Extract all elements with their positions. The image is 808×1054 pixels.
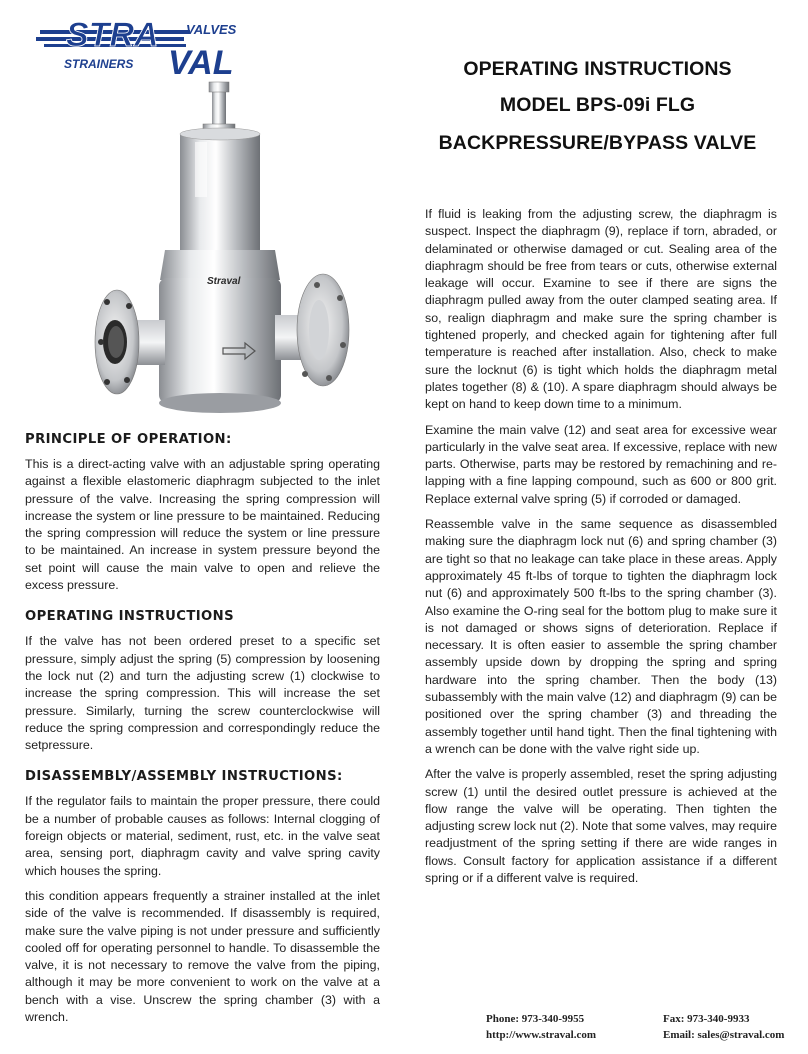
logo-brand-bottom: VAL [168, 44, 234, 80]
logo-valves-text: VALVES [186, 22, 237, 37]
logo-strainers-text: STRAINERS [64, 57, 134, 71]
outlet-flange [275, 274, 349, 386]
paragraph-principle: This is a direct-acting valve with an adjustable spring operating against a flexible elastomeric diaphragm subjected to the inlet pressure of the valve. Increasing the spring compression will increase the system or line pressure to be maintained. Reducing the spring compression will reduce the system or line pressure to be maintained. An increase in system pressure beyond the set point will cause the main valve to open and relieve the excess pressure. [25, 457, 380, 593]
paragraph-main-valve: Examine the main valve (12) and seat area for excessive wear particularly in the valve seat area. If excessive, replace with new parts. Otherwise, parts may be restored by remachining and re-lapping with a fine lapping compound, such as 600 or 800 grit. Replace external valve spring (5) if corroded or damaged. [425, 422, 777, 506]
paragraph-operating: If the valve has not been ordered preset to a specific set pressure, simply adjust the spring (5) compression by loosening the lock nut (2) and turn the adjusting screw (1) clockwise to increase the spring compression. This will increase the set pressure. Similarly, turning the screw counterclockwise will reduce the spring compression and correspondingly reduce the setpressure. [25, 634, 380, 753]
footer-phone: Phone: 973-340-9955 [486, 1013, 585, 1025]
heading-disassembly: DISASSEMBLY/ASSEMBLY INSTRUCTIONS: [25, 769, 343, 785]
paragraph-disassembly-1: If the regulator fails to maintain the proper pressure, there could be a number of probable causes as follows: Internal clogging of foreign objects or material, sediment, rust, etc. in the valve seat area, sensing port, diaphragm cavity and valve spring cavity which houses the spring. [25, 794, 380, 878]
inlet-flange [95, 290, 165, 394]
title-model: MODEL BPS-09i FLG [499, 94, 696, 116]
paragraph-diaphragm: If fluid is leaking from the adjusting screw, the diaphragm is suspect. Inspect the diaphragm (9), replace if torn, abraded, or delaminated or otherwise damaged or cut. Sealing area of the diaphragm should be free from tears or cuts, otherwise external leakage will occur. Examine to see if there are signs the diaphragm pulled away from the outer clamped seating area. If so, realign diaphragm and make sure the spring chamber is tightened properly, and checked again for tightening after full temperature is reached after installation. Also, check to make sure the locknut (6) is tight which holds the diaphragm metal plates together (8) & (10). A spare diaphragm should always be kept on hand to keep down time to a minimum. [425, 207, 777, 412]
footer-website-link[interactable]: http://www.straval.com [486, 1029, 596, 1041]
title-operating-instructions: OPERATING INSTRUCTIONS [463, 58, 732, 80]
spring-chamber [180, 128, 260, 254]
footer-email-link[interactable]: Email: sales@straval.com [663, 1029, 785, 1041]
right-column [425, 206, 777, 895]
heading-principle: PRINCIPLE OF OPERATION: [25, 432, 232, 447]
adjusting-screw [203, 82, 235, 134]
title-valve-type: BACKPRESSURE/BYPASS VALVE [438, 132, 757, 154]
heading-operating: OPERATING INSTRUCTIONS [25, 609, 235, 625]
valve-illustration [85, 80, 370, 425]
logo-brand-top: STRA [66, 16, 159, 54]
body-marking: Straval [207, 276, 241, 287]
paragraph-reassemble: Reassemble valve in the same sequence as disassembled making sure the diaphragm lock nut (6) and spring chamber (3) are tight so that no leakage can take place in these areas. Apply approximately 45 ft-lbs of torque to tighten the diaphragm lock nut (6) and approximately 500 ft-lbs to the spring chamber (3). Also examine the O-ring seal for the bottom plug to make sure it is not damaged or shows signs of deterioration. Replace if necessary. It is often easier to assemble the spring chamber assembly upside down by dropping the spring and spring hardware into the spring chamber. Then the body (13) subassembly with the main valve (12) and diaphragm (9) can be positioned over the spring chamber (3) and threading the assembly together until hand tight. Then the final tightening with a wrench can be done with the valve right side up. [425, 517, 777, 756]
left-column [25, 431, 380, 1034]
footer-fax: Fax: 973-340-9933 [663, 1013, 750, 1025]
straval-logo [36, 12, 251, 80]
paragraph-reset: After the valve is properly assembled, reset the spring adjusting screw (1) until the desired outlet pressure is achieved at the flow range the valve will be operating. Then tighten the adjusting screw lock nut (2). Note that some valves, may require readjustment of the spring setting if there are wide ranges in flows. Consult factory for application assistance if a different spring or if a different valve is required. [425, 767, 777, 885]
paragraph-disassembly-2: this condition appears frequently a strainer installed at the inlet side of the valve is recommended. If disassembly is required, make sure the valve piping is not under pressure and sufficiently cooled off for operating personnel to handle. To disassemble the valve, it is not necessary to remove the valve from the piping, although it may be more convenient to work on the valve at a bench with a vise. Unscrew the spring chamber (3) with a wrench. [25, 888, 380, 1025]
valve-body [159, 250, 281, 413]
